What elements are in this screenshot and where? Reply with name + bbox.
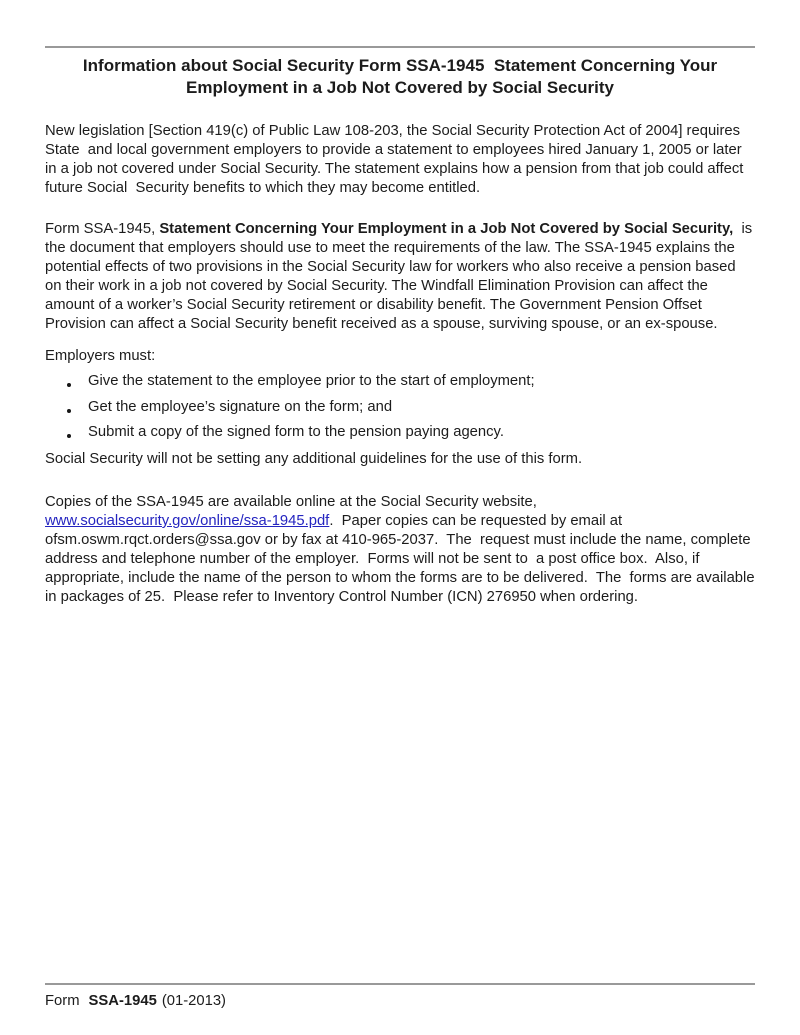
paragraph-text-suffix: is the document that employers should use to meet the requirements of the law. The SSA-1945 explains the potential effects of two provisions in the Social Security law for workers who also receive a pension based on their work in a job not covered by Social Security. The Windfall Elimination Provision can affect the amount of a worker’s Social Security retirement or disability benefit. The Government Pension Offset Provision can affect a Social Security benefit received as a spouse, surviving spouse, or an ex-spouse. [45,221,757,332]
page-footer [45,983,755,1011]
paragraph-text-prefix: Form SSA-1945, [45,221,160,237]
paragraph-text-pre-link: Copies of the SSA-1945 are available online at the Social Security website, [45,494,541,510]
page-title [45,55,755,99]
footer-form-word: Form [45,993,80,1009]
title-line-1: Information about Social Security Form SSA-1945 Statement Concerning Your [82,56,718,75]
list-item [45,372,755,391]
title-line-2: Employment in a Job Not Covered by Social Security [186,78,614,97]
list-item-text: Submit a copy of the signed form to the pension paying agency. [88,424,504,440]
paragraph-text-post-link: . Paper copies can be requested by email at ofsm.oswm.rqct.orders@ssa.gov or by fax at 410-965-2037. The request must include the name, complete address and telephone number of the employer. Forms will not be sent to a post office box. Also, if appropriate, include the name of the person to whom the forms are to be delivered. The forms are available in packages of 25. Please refer to Inventory Control Number (ICN) 276950 when ordering. [45,513,759,605]
form-description-paragraph [45,220,755,334]
list-item-text: Get the employee’s signature on the form; and [88,398,393,415]
bullet-icon [67,434,71,438]
footer-form-number: SSA-1945 [88,993,157,1009]
header-divider [45,46,755,48]
guidelines-note: Social Security will not be setting any additional guidelines for the use of this form. [45,451,583,467]
list-item [45,423,755,442]
employers-heading: Employers must: [45,348,156,364]
ssa-1945-pdf-link[interactable]: www.socialsecurity.gov/online/ssa-1945.pdf [45,513,330,529]
copies-paragraph [45,493,759,607]
footer-revision: (01-2013) [161,993,226,1009]
bullet-icon [67,383,71,387]
intro-paragraph: New legislation [Section 419(c) of Public Law 108-203, the Social Security Protection Act of 2004] requires State and local government employers to provide a statement to employees hired January 1, 2005 or later in a job not covered under Social Security. The statement explains how a pension from that job could affect future Social Security benefits to which they may become entitled. [45,123,748,196]
bullet-icon [67,409,71,413]
form-title-bold: Statement Concerning Your Employment in a Job Not Covered by Social Security, [159,221,734,237]
list-item [45,398,755,417]
list-item-text: Give the statement to the employee prior to the start of employment; [88,373,535,389]
employer-requirements-list [45,372,755,442]
